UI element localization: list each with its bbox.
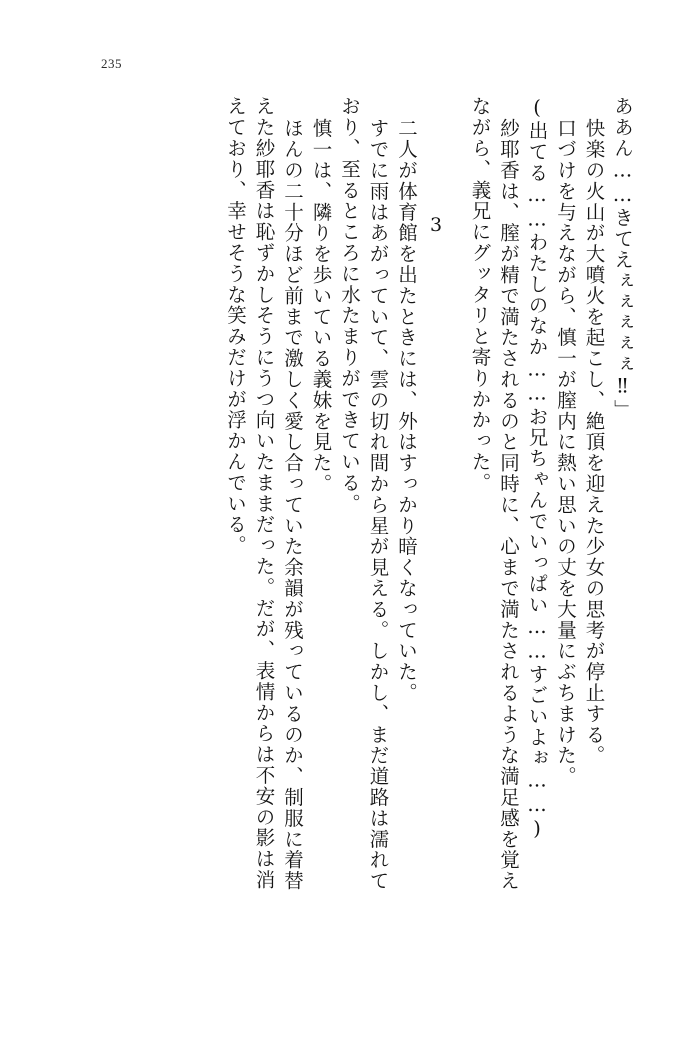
text-column: おり、至るところに水たまりができている。	[338, 96, 361, 514]
text-column: (出てる……わたしのなか……お兄ちゃんでいっぱい……すごいよぉ……)	[525, 96, 549, 842]
vertical-text-body	[62, 96, 632, 996]
text-column: えた紗耶香は恥ずかしそうにうつ向いたままだった。だが、表情からは不安の影は消	[252, 96, 276, 891]
text-column: ああん……きてえぇぇぇぇぇ‼」	[611, 96, 634, 420]
text-column: 快楽の火山が大噴火を起こし、絶頂を迎えた少女の思考が停止する。	[582, 118, 606, 766]
text-column: すでに雨はあがっていて、雲の切れ間から星が見える。しかし、まだ道路は濡れて	[366, 118, 390, 892]
page-number: 235	[101, 56, 122, 71]
text-column: 慎一は、隣りを歩いている義妹を見た。	[309, 118, 333, 495]
text-column: 口づけを与えながら、慎一が膣内に熱い思いの丈を大量にぶちまけた。	[554, 118, 577, 787]
text-column: ほんの二十分ほど前まで激しく愛し合っていた余韻が残っているのか、制服に着替	[281, 118, 304, 892]
column-gap	[447, 96, 461, 966]
text-column: 紗耶香は、膣が精で満たされるのと同時に、心まで満たされるような満足感を覚え	[497, 118, 520, 892]
text-column: ながら、義兄にグッタリと寄りかかった。	[468, 96, 492, 494]
text-column: えており、幸せそうな笑みだけが浮かんでいる。	[224, 96, 247, 556]
text-column: 二人が体育館を出たときには、外はすっかり暗くなっていた。	[395, 118, 418, 704]
section-number: 3	[425, 214, 447, 236]
